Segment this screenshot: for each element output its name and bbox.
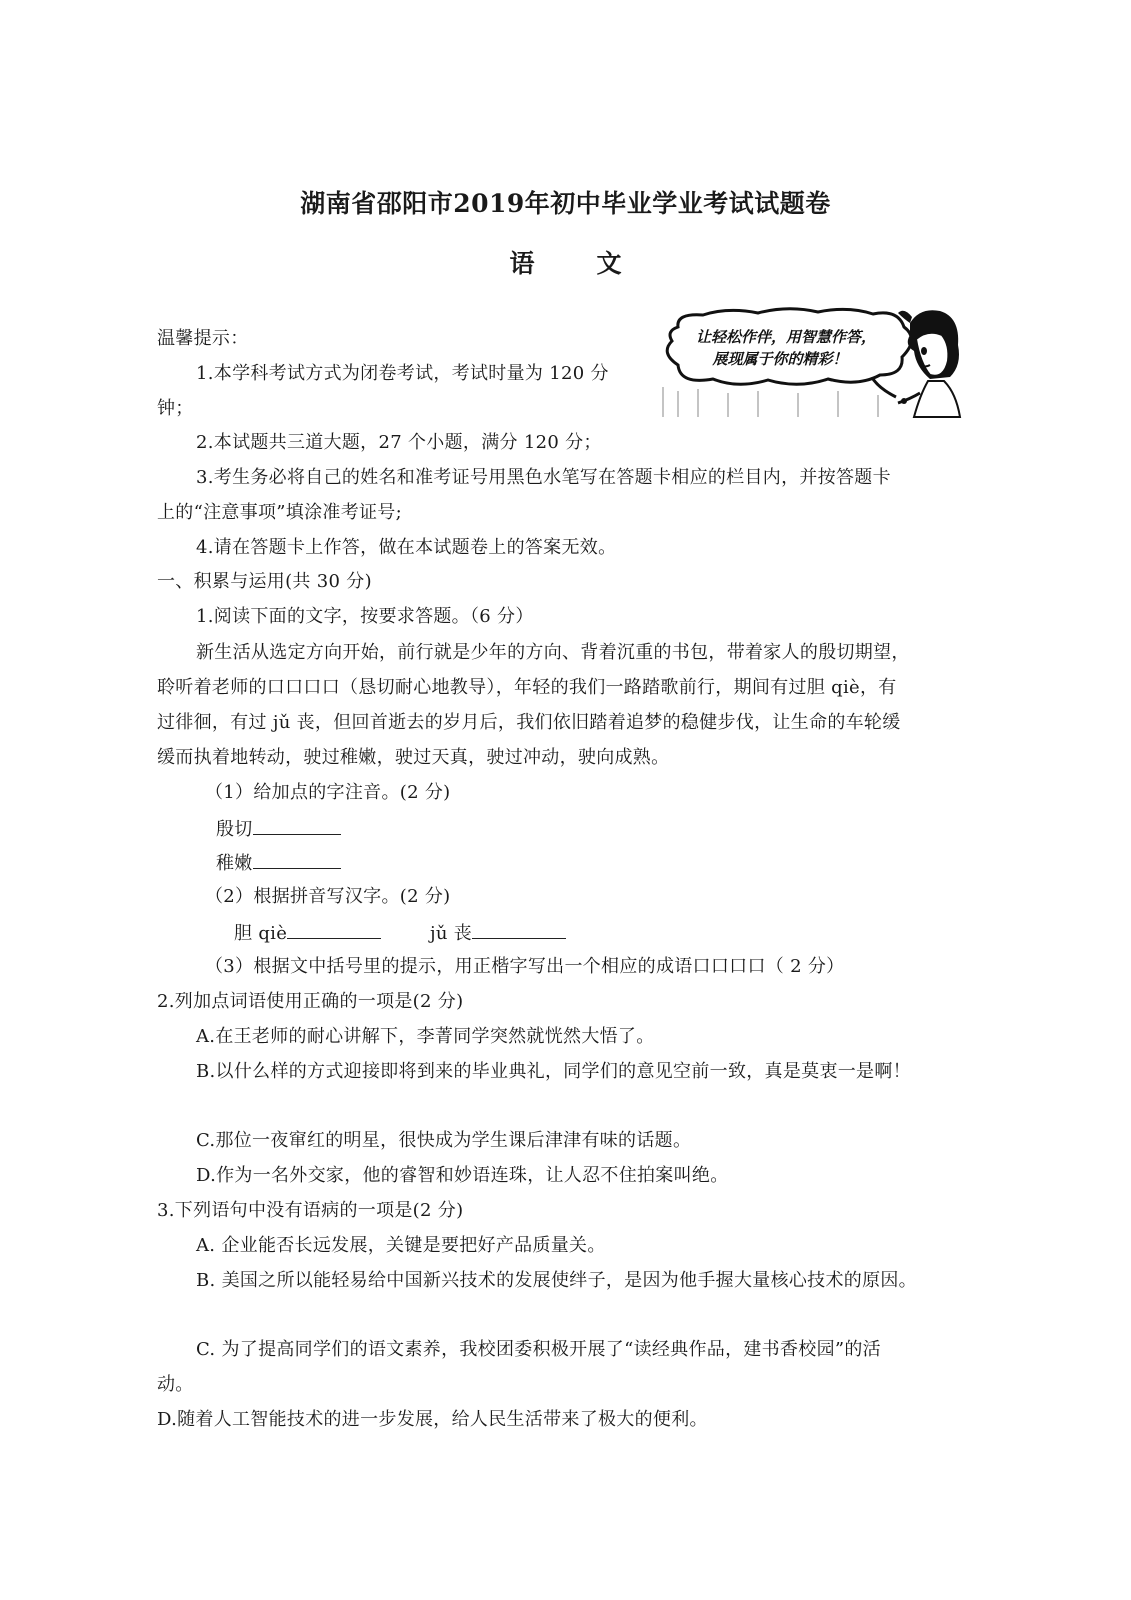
- subject-char-1: 语: [509, 249, 535, 278]
- q2-option-b: B.以什么样的方式迎接即将到来的毕业典礼，同学们的意见空前一致，真是莫衷一是啊！: [196, 1061, 911, 1082]
- tip-3-cont: 上的“注意事项”填涂准考证号;: [157, 502, 402, 523]
- q2-stem: 2.列加点词语使用正确的一项是(2 分): [157, 991, 464, 1012]
- subject-char-2: 文: [596, 249, 622, 278]
- q3-option-a: A. 企业能否长远发展，关键是要把好产品质量关。: [196, 1235, 606, 1256]
- q1-sub2-item-a: [234, 920, 381, 946]
- q3-option-b: B. 美国之所以能轻易给中国新兴技术的发展使绊子，是因为他手握大量核心技术的原因。: [196, 1270, 917, 1291]
- q1-sub3: （3）根据文中括号里的提示，用正楷字写出一个相应的成语口口口口（ 2 分）: [205, 956, 845, 977]
- q1-sub2: （2）根据拼音写汉字。(2 分): [205, 886, 451, 907]
- q3-stem: 3.下列语句中没有语病的一项是(2 分): [157, 1200, 464, 1221]
- q1-sub1-item-a: [216, 816, 341, 842]
- exam-title: 湖南省邵阳市2019年初中毕业学业考试试题卷: [300, 189, 831, 218]
- section-1-heading: 一、积累与运用(共 30 分): [157, 571, 372, 592]
- bubble-line-2: 展现属于你的精彩！: [712, 350, 848, 368]
- answer-blank[interactable]: [253, 816, 341, 835]
- tip-1-cont: 钟；: [157, 398, 194, 419]
- q1-sub1-word-a: 殷切: [216, 819, 253, 840]
- passage-line-1: 新生活从选定方向开始，前行就是少年的方向、背着沉重的书包，带着家人的殷切期望，: [196, 642, 910, 663]
- q3-option-c: C. 为了提高同学们的语文素养，我校团委积极开展了“读经典作品，建书香校园”的活: [196, 1339, 881, 1360]
- q1-sub2-word-a: 胆 qiè: [234, 923, 288, 944]
- answer-blank[interactable]: [472, 920, 566, 939]
- q1-sub2-item-b: [430, 920, 566, 946]
- tips-heading: 温馨提示：: [157, 328, 249, 349]
- passage-line-2: 聆听着老师的口口口口（恳切耐心地教导），年轻的我们一路踏歌前行，期间有过胆 qiè，有: [157, 677, 897, 698]
- q2-option-d: D.作为一名外交家，他的睿智和妙语连珠，让人忍不住拍案叫绝。: [196, 1165, 729, 1186]
- q1-sub1: （1）给加点的字注音。(2 分): [205, 782, 451, 803]
- tip-4: 4.请在答题卡上作答，做在本试题卷上的答案无效。: [196, 537, 617, 558]
- q1-sub1-item-b: [216, 850, 341, 876]
- answer-blank[interactable]: [253, 850, 341, 869]
- q3-option-c-cont: 动。: [157, 1374, 194, 1395]
- q2-option-a: A.在王老师的耐心讲解下，李菁同学突然就恍然大悟了。: [196, 1026, 655, 1047]
- cartoon-svg: [658, 305, 963, 420]
- q3-option-d: D.随着人工智能技术的进一步发展，给人民生活带来了极大的便利。: [157, 1409, 708, 1430]
- q1-sub1-word-b: 稚嫩: [216, 853, 253, 874]
- q2-option-c: C.那位一夜窜红的明星，很快成为学生课后津津有味的话题。: [196, 1130, 692, 1151]
- passage-line-3: 过徘徊，有过 jǔ 丧，但回首逝去的岁月后，我们依旧踏着追梦的稳健步伐，让生命的车轮缓: [157, 712, 901, 733]
- tip-1: 1.本学科考试方式为闭卷考试，考试时量为 120 分: [196, 363, 609, 384]
- q1-stem: 1.阅读下面的文字，按要求答题。（6 分）: [196, 606, 534, 627]
- tip-2: 2.本试题共三道大题，27 个小题，满分 120 分；: [196, 432, 602, 453]
- passage-line-4: 缓而执着地转动，驶过稚嫩，驶过天真，驶过冲动，驶向成熟。: [157, 747, 670, 768]
- subject-heading: [0, 244, 1131, 280]
- q1-sub2-word-b: jǔ 丧: [430, 923, 473, 944]
- answer-blank[interactable]: [287, 920, 381, 939]
- bubble-line-1: 让轻松作伴，用智慧作答，: [695, 328, 877, 346]
- girl-figure-icon: [898, 310, 960, 417]
- tip-3: 3.考生务必将自己的姓名和准考证号用黑色水笔写在答题卡相应的栏目内，并按答题卡: [196, 467, 891, 488]
- cartoon-illustration: [658, 305, 963, 420]
